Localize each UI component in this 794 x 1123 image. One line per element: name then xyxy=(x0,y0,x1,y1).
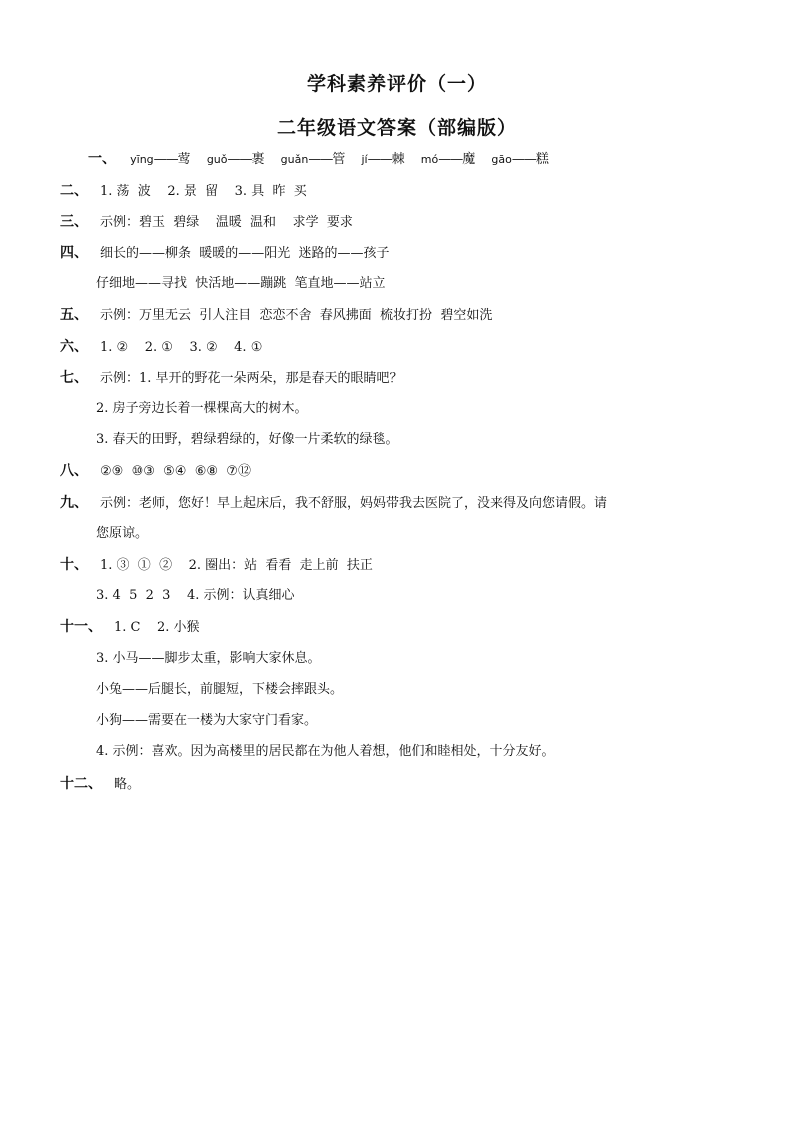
answer-row-q11 xyxy=(60,617,200,638)
answer-text-continued: 仔细地——寻找 快活地——蹦跳 笔直地——站立 xyxy=(96,276,386,291)
pinyin: mó xyxy=(420,153,439,166)
hanzi: 糕 xyxy=(535,152,549,167)
question-number: 一、 xyxy=(88,151,116,167)
pinyin-pair xyxy=(281,152,346,167)
pinyin-pair xyxy=(130,152,191,167)
page-subtitle: 二年级语文答案（部编版） xyxy=(276,117,517,139)
answer-row-q12 xyxy=(60,774,140,795)
dash: —— xyxy=(308,152,333,167)
answer-text-continued: 2. 房子旁边长着一棵棵高大的树木。 xyxy=(96,401,308,416)
answer-row-q9 xyxy=(60,493,607,514)
dash: —— xyxy=(511,152,536,167)
answer-text-continued: 3. 小马——脚步太重，影响大家休息。 xyxy=(96,651,321,666)
answer-text: 略。 xyxy=(114,777,141,792)
pinyin-pair xyxy=(207,152,265,167)
question-number: 十二、 xyxy=(60,776,102,792)
hanzi: 莺 xyxy=(177,152,191,167)
answer-text-continued: 小狗——需要在一楼为大家守门看家。 xyxy=(96,713,318,728)
hanzi: 裹 xyxy=(251,152,265,167)
answer-text-continued: 3. 4 5 2 3 4. 示例：认真细心 xyxy=(96,588,295,603)
answer-row-q3 xyxy=(60,212,353,233)
pinyin-pair xyxy=(491,152,548,167)
answer-row-q8 xyxy=(60,461,251,482)
hanzi: 管 xyxy=(332,152,346,167)
answer-row-q4 xyxy=(60,243,390,264)
question-number: 八、 xyxy=(60,463,88,479)
answer-text: 示例：老师，您好！早上起床后，我不舒服，妈妈带我去医院了，没来得及向您请假。请 xyxy=(100,496,608,511)
answer-text-continued: 您原谅。 xyxy=(96,526,149,541)
hanzi: 魔 xyxy=(462,152,476,167)
question-number: 四、 xyxy=(60,245,88,261)
answer-text: 1. ③ ① ② 2. 圈出：站 看看 走上前 扶正 xyxy=(100,558,373,573)
question-number: 二、 xyxy=(60,183,88,199)
question-number: 五、 xyxy=(60,307,88,323)
answer-text-continued: 小兔——后腿长，前腿短，下楼会摔跟头。 xyxy=(96,682,344,697)
answer-text: 1. ② 2. ① 3. ② 4. ① xyxy=(100,340,263,355)
question-number: 三、 xyxy=(60,214,88,230)
pinyin: gāo xyxy=(491,153,512,166)
answer-text: 示例：1. 早开的野花一朵两朵，那是春天的眼睛吧？ xyxy=(100,371,403,386)
question-number: 十一、 xyxy=(60,619,102,635)
answer-text: 示例：碧玉 碧绿 温暖 温和 求学 要求 xyxy=(100,215,353,230)
pinyin-pair xyxy=(362,152,405,167)
answer-text-continued: 4. 示例：喜欢。因为高楼里的居民都在为他人着想，他们和睦相处，十分友好。 xyxy=(96,744,555,759)
dash: —— xyxy=(227,152,252,167)
answer-row-q10 xyxy=(60,555,373,576)
pinyin: guǎn xyxy=(280,153,309,166)
answer-row-q1 xyxy=(88,149,561,170)
pinyin: yīng xyxy=(130,153,154,166)
question-number: 十、 xyxy=(60,557,88,573)
question-number: 七、 xyxy=(60,370,88,386)
answer-text: ②⑨ ⑩③ ⑤④ ⑥⑧ ⑦⑫ xyxy=(100,464,251,479)
answer-text: 示例：万里无云 引人注目 恋恋不舍 春风拂面 梳妆打扮 碧空如洗 xyxy=(100,308,493,323)
dash: —— xyxy=(438,152,463,167)
answer-text: 1. C 2. 小猴 xyxy=(114,620,200,635)
question-number: 六、 xyxy=(60,339,88,355)
pinyin: guǒ xyxy=(206,153,228,166)
answer-row-q7 xyxy=(60,368,403,389)
page-title: 学科素养评价（一） xyxy=(306,73,487,95)
answer-text: 1. 荡 波 2. 景 留 3. 具 昨 买 xyxy=(100,184,307,199)
dash: —— xyxy=(153,152,178,167)
answer-row-q2 xyxy=(60,181,307,202)
answer-text-continued: 3. 春天的田野，碧绿碧绿的，好像一片柔软的绿毯。 xyxy=(96,432,399,447)
hanzi: 棘 xyxy=(391,152,405,167)
answer-text: 细长的——柳条 暖暖的——阳光 迷路的——孩子 xyxy=(100,246,390,261)
pinyin: jí xyxy=(361,153,368,166)
dash: —— xyxy=(367,152,392,167)
answer-row-q5 xyxy=(60,305,492,326)
question-number: 九、 xyxy=(60,495,88,511)
answer-row-q6 xyxy=(60,337,262,358)
pinyin-pair xyxy=(421,152,475,167)
